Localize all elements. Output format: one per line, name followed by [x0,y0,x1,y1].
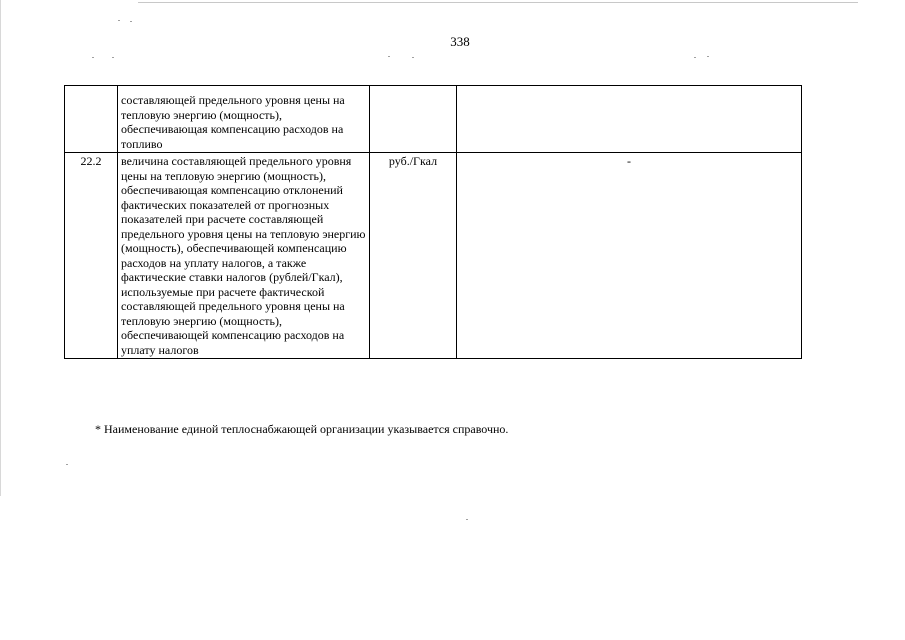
scan-speck [466,519,468,520]
row-description: составляющей предельного уровня цены на тепловую энергию (мощность), обеспечивающая компенсацию расходов на топливо [118,86,370,153]
row-number: 22.2 [65,153,118,359]
scan-margin-line [0,0,1,496]
scan-speck [118,20,120,21]
scan-speck [92,57,94,58]
scan-speck [130,21,132,22]
row-unit: руб./Гкал [370,153,457,359]
row-description: величина составляющей предельного уровня цены на тепловую энергию (мощность), обеспечивающая компенсацию отклонений фактических показателей от прогнозных показателей при расчете составляющей предельного уровня цены на тепловую энергию (мощность), обеспечивающей компенсацию расходов на уплату налогов, а также фактические ставки налогов (рублей/Гкал), используемые при расчете фактической составляющей предельного уровня цены на тепловую энергию (мощность), обеспечивающей компенсацию расходов на уплату налогов [118,153,370,359]
scan-speck [388,56,390,57]
table-row [65,86,802,153]
table-row [65,153,802,359]
row-value: - [457,153,802,359]
tariff-table [64,85,802,359]
row-unit [370,86,457,153]
scan-speck [694,57,696,58]
page-number: 338 [450,34,470,49]
scan-edge-line [138,2,858,3]
scan-speck [412,57,414,58]
footnote: * Наименование единой теплоснабжающей организации указывается справочно. [95,422,509,436]
scan-speck [707,56,709,57]
row-value [457,86,802,153]
scan-speck [112,57,114,58]
row-number [65,86,118,153]
scan-speck [66,464,68,465]
